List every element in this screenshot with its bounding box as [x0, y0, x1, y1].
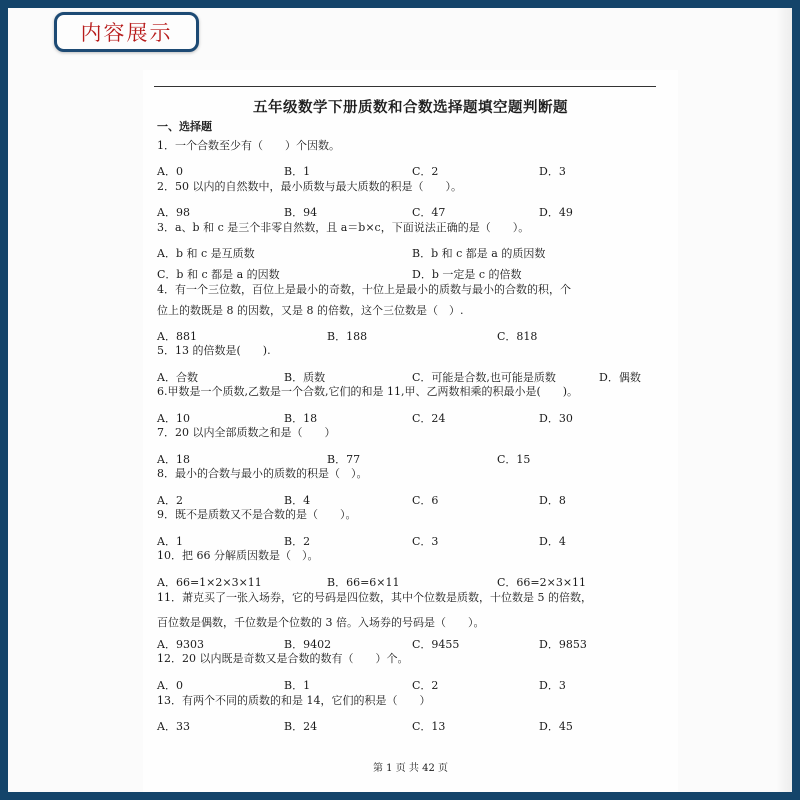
question-12-option-a: A．0	[157, 679, 183, 692]
question-10-option-b: B．66=6×11	[327, 576, 400, 589]
question-7-option-b: B．77	[327, 453, 361, 466]
question-7-text: 7．20 以内全部质数之和是（ ）	[157, 426, 336, 439]
question-7-options	[157, 453, 669, 467]
question-12-option-b: B．1	[284, 679, 311, 692]
section-heading: 一、选择题	[157, 120, 212, 133]
question-6-option-d: D．30	[539, 412, 573, 425]
question-6-option-b: B．18	[284, 412, 318, 425]
question-2-option-b: B．94	[284, 206, 318, 219]
question-11-option-b: B．9402	[284, 638, 332, 651]
question-13-option-c: C．13	[412, 720, 446, 733]
question-13-option-d: D．45	[539, 720, 573, 733]
question-9-text: 9．既不是质数又不是合数的是（ ）。	[157, 508, 357, 521]
question-12-option-c: C．2	[412, 679, 439, 692]
question-6-options	[157, 412, 669, 426]
question-10-option-c: C．66=2×3×11	[497, 576, 587, 589]
question-1-option-b: B．1	[284, 165, 311, 178]
question-6-option-c: C．24	[412, 412, 446, 425]
question-12-options	[157, 679, 669, 693]
question-3-option-c: C．b 和 c 都是 a 的因数	[157, 268, 280, 281]
question-11-line-1-text: 11．萧克买了一张入场券，它的号码是四位数，其中个位数是质数，十位数是 5 的倍数，	[157, 591, 592, 604]
question-12-text: 12．20 以内既是奇数又是合数的数有（ ）个。	[157, 652, 409, 665]
question-11-option-a: A．9303	[157, 638, 204, 651]
question-8-option-b: B．4	[284, 494, 311, 507]
question-2-option-c: C．47	[412, 206, 446, 219]
question-9-option-c: C．3	[412, 535, 439, 548]
page-edge-shadow	[776, 8, 792, 792]
question-13-options	[157, 720, 669, 734]
question-12-option-d: D．3	[539, 679, 566, 692]
question-1-option-c: C．2	[412, 165, 439, 178]
question-4-line-1-text: 4．有一个三位数，百位上是最小的奇数，十位上是最小的质数与最小的合数的积，个	[157, 283, 571, 296]
question-7-option-c: C．15	[497, 453, 531, 466]
worksheet-page	[143, 70, 678, 792]
question-3-option-b: B．b 和 c 都是 a 的质因数	[412, 247, 546, 260]
question-11-line-2-text: 百位数是偶数，千位数是个位数的 3 倍。入场券的号码是（ ）。	[157, 616, 485, 629]
question-13-option-a: A．33	[157, 720, 190, 733]
question-8-option-c: C．6	[412, 494, 439, 507]
photo-frame	[8, 8, 792, 792]
question-4-option-b: B．188	[327, 330, 368, 343]
content-display-badge: 内容展示	[54, 12, 199, 52]
question-3-options	[157, 268, 669, 282]
question-11-option-c: C．9455	[412, 638, 460, 651]
question-5-text: 5．13 的倍数是( ).	[157, 344, 271, 357]
question-5-option-a: A．合数	[157, 371, 198, 384]
question-2-options	[157, 206, 669, 220]
question-1-option-a: A．0	[157, 165, 183, 178]
question-11-option-d: D．9853	[539, 638, 587, 651]
question-8-text: 8．最小的合数与最小的质数的积是（ ）。	[157, 467, 368, 480]
question-8-option-a: A．2	[157, 494, 183, 507]
question-4-option-c: C．818	[497, 330, 538, 343]
question-10-options	[157, 576, 669, 590]
question-5-option-d: D．偶数	[599, 371, 641, 384]
question-4-options	[157, 330, 669, 344]
page-footer: 第 1 页 共 42 页	[373, 763, 448, 774]
question-6-option-a: A．10	[157, 412, 190, 425]
question-13-text: 13．有两个不同的质数的和是 14，它们的积是（ ）	[157, 694, 431, 707]
question-1-text: 1．一个合数至少有（ ）个因数。	[157, 139, 340, 152]
question-2-option-d: D．49	[539, 206, 573, 219]
question-3-option-d: D．b 一定是 c 的倍数	[412, 268, 522, 281]
question-2-option-a: A．98	[157, 206, 190, 219]
question-11-options	[157, 638, 669, 652]
question-8-option-d: D．8	[539, 494, 566, 507]
question-3-text: 3．a、b 和 c 是三个非零自然数，且 a＝b×c，下面说法正确的是（ ）。	[157, 221, 530, 234]
question-5-options	[157, 371, 669, 385]
question-9-option-d: D．4	[539, 535, 566, 548]
question-8-options	[157, 494, 669, 508]
question-4-line-2-text: 位上的数既是 8 的因数，又是 8 的倍数，这个三位数是（ ）.	[157, 304, 464, 317]
header-rule	[154, 86, 656, 87]
question-1-option-d: D．3	[539, 165, 566, 178]
question-2-text: 2．50 以内的自然数中，最小质数与最大质数的积是（ ）。	[157, 180, 462, 193]
question-3-option-a: A．b 和 c 是互质数	[157, 247, 255, 260]
question-13-option-b: B．24	[284, 720, 318, 733]
question-1-options	[157, 165, 669, 179]
question-7-option-a: A．18	[157, 453, 190, 466]
question-4-option-a: A．881	[157, 330, 197, 343]
question-5-option-b: B．质数	[284, 371, 326, 384]
question-6-text: 6.甲数是一个质数,乙数是一个合数,它们的和是 11,甲、乙两数相乘的积最小是( )。	[157, 385, 579, 398]
question-9-option-a: A．1	[157, 535, 183, 548]
question-5-option-c: C．可能是合数,也可能是质数	[412, 371, 556, 384]
question-9-option-b: B．2	[284, 535, 311, 548]
question-10-option-a: A．66=1×2×3×11	[157, 576, 262, 589]
question-3-options	[157, 247, 669, 261]
question-10-text: 10．把 66 分解质因数是（ ）。	[157, 549, 319, 562]
document-title: 五年级数学下册质数和合数选择题填空题判断题	[253, 99, 568, 116]
question-9-options	[157, 535, 669, 549]
